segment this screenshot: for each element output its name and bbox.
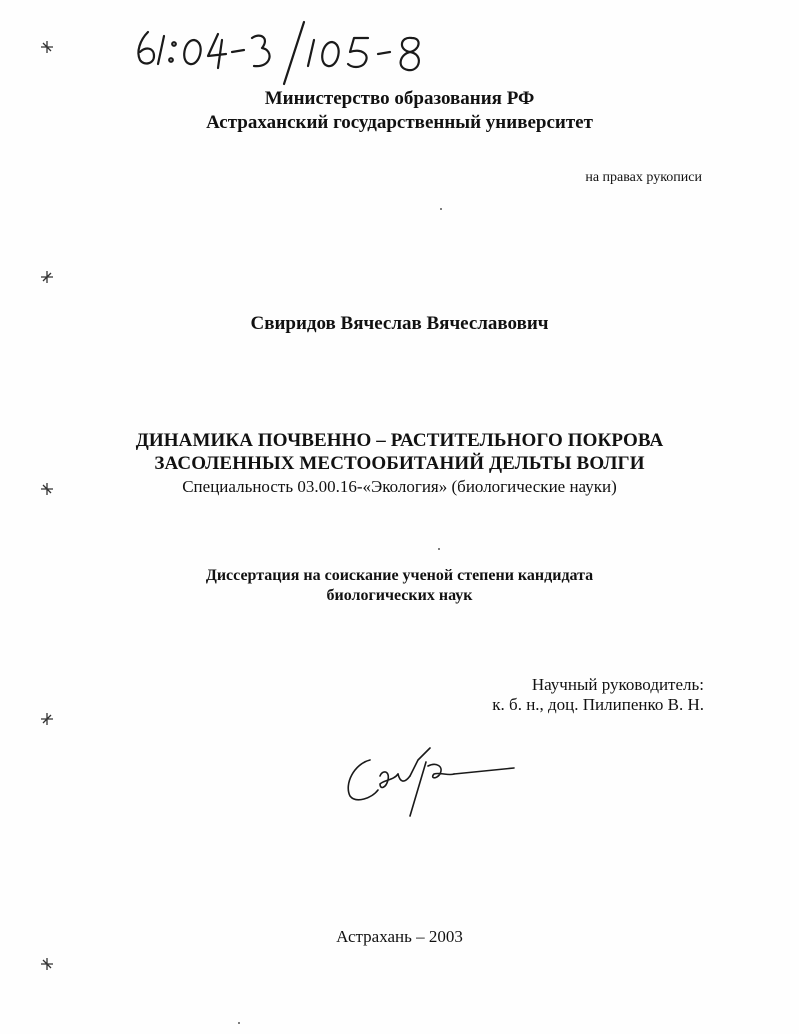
scan-speck — [238, 1022, 240, 1024]
scan-speck — [440, 208, 442, 210]
specialty-line: Специальность 03.00.16-«Экология» (биологические науки) — [182, 477, 617, 496]
university-name: Астраханский государственный университет — [206, 112, 593, 133]
ministry-name: Министерство образования РФ — [264, 88, 535, 109]
author-signature — [340, 740, 520, 820]
supervisor-label: Научный руководитель: — [531, 675, 704, 694]
author-name: Свиридов Вячеслав Вячеславович — [250, 313, 549, 334]
margin-mark-icon — [38, 38, 56, 56]
scan-speck — [438, 548, 440, 550]
city-year: Астрахань – 2003 — [336, 927, 463, 946]
degree-statement-line-2: биологических наук — [326, 587, 473, 604]
handwritten-code-drawing — [128, 10, 458, 90]
signature-drawing — [340, 740, 520, 820]
margin-mark-icon — [38, 710, 56, 728]
degree-statement-line-1: Диссертация на соискание ученой степени кандидата — [205, 567, 594, 584]
dissertation-title-line-2: ЗАСОЛЕННЫХ МЕСТООБИТАНИЙ ДЕЛЬТЫ ВОЛГИ — [154, 453, 645, 474]
margin-mark-icon — [38, 955, 56, 973]
supervisor-name: к. б. н., доц. Пилипенко В. Н. — [492, 695, 704, 714]
dissertation-title-line-1: ДИНАМИКА ПОЧВЕННО – РАСТИТЕЛЬНОГО ПОКРОВА — [135, 430, 664, 451]
manuscript-rights-note: на правах рукописи — [585, 170, 702, 185]
margin-mark-icon — [38, 268, 56, 286]
handwritten-archive-code — [128, 10, 458, 90]
